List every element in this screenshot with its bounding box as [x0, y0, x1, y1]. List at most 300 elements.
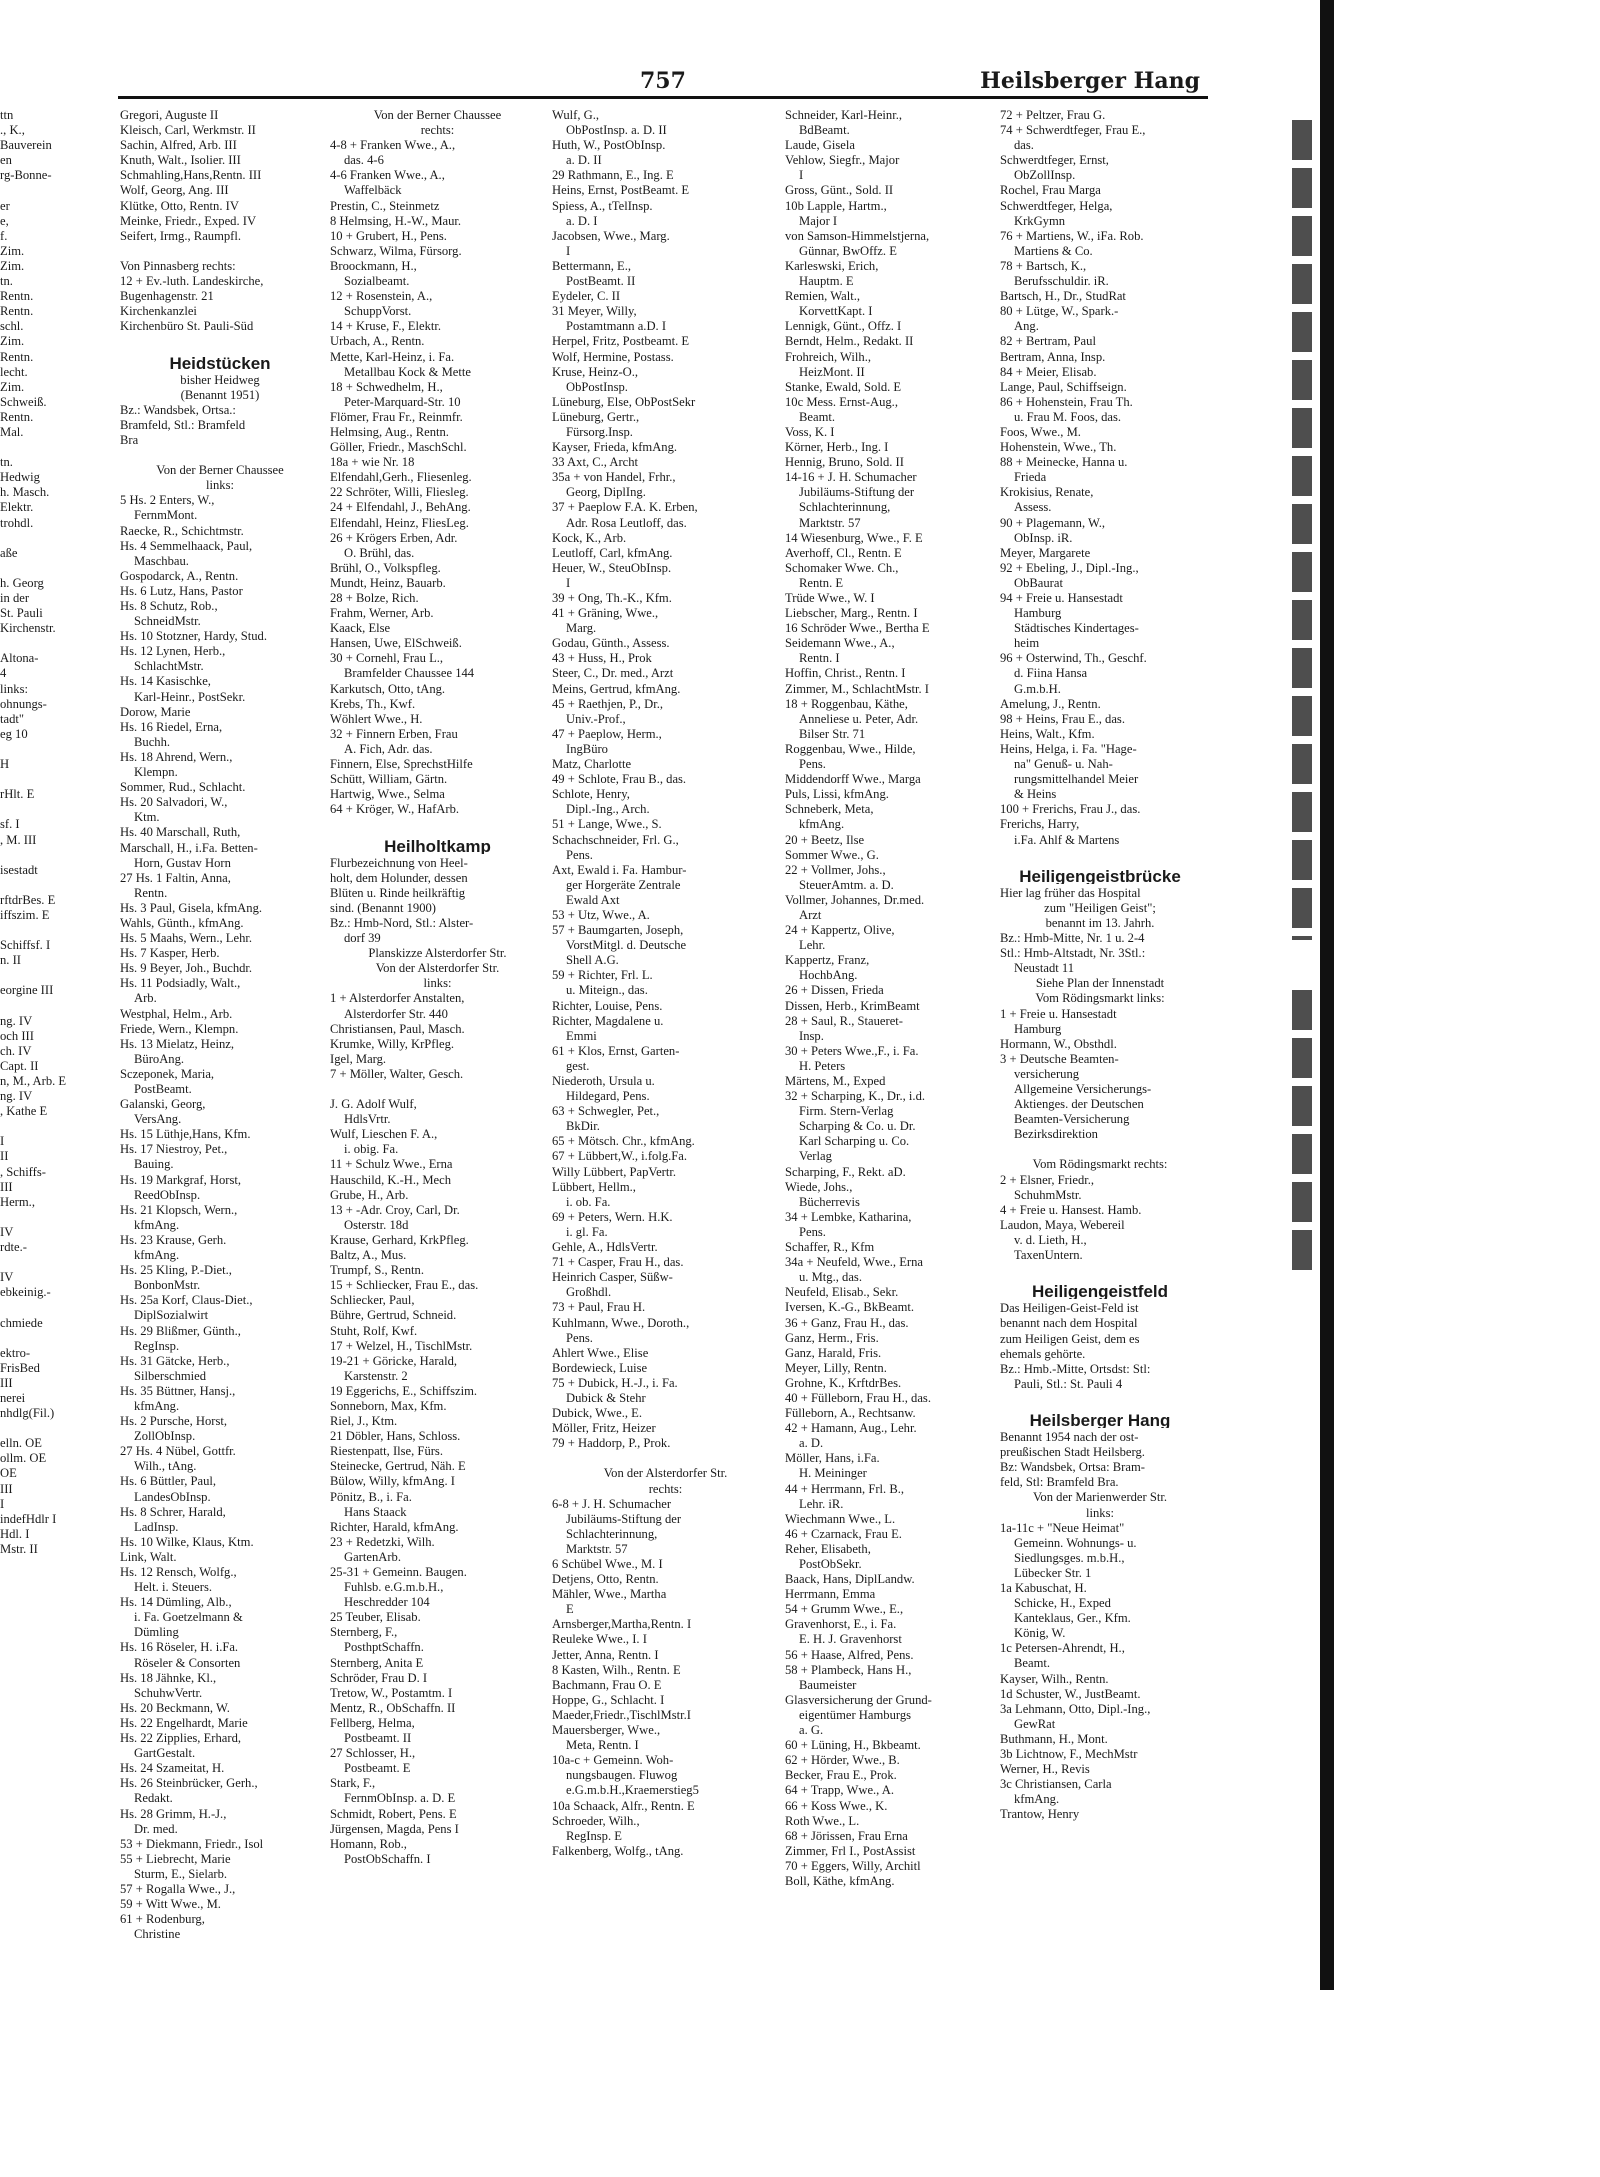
entry-line: Meyer, Margarete — [1000, 545, 1091, 560]
entry-line: Baumeister — [799, 1677, 857, 1692]
entry-line: Steinecke, Gertrud, Näh. E — [330, 1459, 466, 1474]
entry-line: KorvettKapt. I — [799, 304, 873, 319]
entry-line: Mauersberger, Wwe., — [552, 1723, 661, 1738]
entry-line: I — [566, 243, 571, 258]
entry-line: ZollObInsp. — [134, 1429, 196, 1444]
entry-line: Igel, Marg. — [330, 1051, 387, 1066]
entry-line: SchuppVorst. — [344, 304, 412, 319]
entry-line: Baltz, A., Mus. — [330, 1248, 407, 1263]
entry-line: Gehle, A., HdlsVertr. — [552, 1240, 658, 1255]
entry-line: ttn — [0, 108, 14, 122]
binding-edge-mark — [1292, 120, 1312, 940]
entry-line: Hs. 8 Schutz, Rob., — [120, 599, 218, 613]
entry-line: Hs. 24 Szameitat, H. — [120, 1761, 225, 1776]
entry-line: Wolf, Hermine, Postass. — [552, 349, 674, 364]
entry-line: Sommer Wwe., G. — [785, 847, 879, 862]
entry-line — [0, 999, 98, 1014]
entry-line: 72 + Peltzer, Frau G. — [1000, 108, 1106, 122]
entry-line — [1210, 1648, 1310, 1663]
entry-line: Hs. 2 Pursche, Horst, — [120, 1414, 228, 1429]
section-note: links: — [423, 976, 452, 991]
entry-line: Gravenhorst, E., i. Fa. — [785, 1617, 897, 1632]
section-note: Siehe Plan der Innenstadt — [1035, 976, 1165, 991]
entry-line: Tretow, W., Postamtm. I — [330, 1685, 453, 1700]
section-note: rechts: — [420, 123, 455, 138]
entry-line: Link, Walt. — [120, 1549, 177, 1564]
entry-line: Jubiläums-Stiftung der — [799, 485, 915, 500]
entry-line: Kuhlmann, Wwe., Doroth., — [552, 1315, 690, 1330]
entry-line: HochbAng. — [799, 968, 858, 983]
entry-line: Schneberk, Meta, — [785, 802, 874, 817]
entry-line — [0, 1300, 98, 1315]
entry-line: Maschbau. — [134, 553, 189, 568]
entry-line: Lübbert, Hellm., — [552, 1179, 636, 1194]
entry-line: Hs. 40 Marschall, Ruth, — [120, 825, 241, 840]
entry-line: 34a + Neufeld, Wwe., Erna — [785, 1255, 924, 1270]
entry-line: Kirchenkanzlei — [120, 304, 197, 319]
entry-line: PostObSchaffn. I — [344, 1851, 431, 1866]
entry-line: Niederoth, Ursula u. — [552, 1074, 655, 1088]
entry-line: 100 + Frerichs, Frau J., das. — [1000, 802, 1141, 817]
entry-line: Bordewieck, Luise — [552, 1360, 648, 1375]
page-edge — [1320, 0, 1334, 1990]
entry-line: ektro- — [0, 1345, 31, 1360]
binding-edge-mark — [1292, 990, 1312, 1270]
entry-line: 4-8 + Franken Wwe., A., — [330, 138, 456, 153]
entry-line: Ganz, Herm., Fris. — [785, 1330, 879, 1345]
entry-line: VorstMitgl. d. Deutsche — [566, 938, 687, 953]
entry-line: Städtisches Kindertages- — [1014, 621, 1139, 636]
entry-line: Bz.: Hmb-Nord, Stl.: Alster- — [330, 915, 474, 930]
entry-line: eorgine III — [0, 983, 54, 998]
entry-line: Hs. 22 Engelhardt, Marie — [120, 1715, 248, 1730]
entry-line: Axt, Ewald i. Fa. Hambur- — [552, 862, 687, 877]
entry-line: Rentn. — [0, 289, 34, 304]
entry-line: Ewald Axt — [566, 892, 620, 907]
entry-line: Fülleborn, A., Rechtsanw. — [785, 1406, 916, 1421]
entry-line: 19 Eggerichs, E., Schiffszim. — [330, 1383, 478, 1398]
entry-line: Meinke, Friedr., Exped. IV — [120, 213, 257, 228]
entry-line: Fürsorg.Insp. — [566, 424, 633, 439]
entry-line: Benannt 1954 nach der ost- — [1000, 1430, 1139, 1445]
entry-line: Grohne, K., KrftdrBes. — [785, 1375, 902, 1390]
entry-line: Lange, Paul, Schiffseign. — [1000, 379, 1127, 394]
entry-line: Flömer, Frau Fr., Reinmfr. — [330, 409, 463, 424]
entry-line: Bz: Wandsbek, Ortsa: Bram- — [1000, 1460, 1145, 1475]
entry-line — [1210, 1436, 1310, 1451]
entry-line: Roggenbau, Wwe., Hilde, — [785, 741, 916, 756]
entry-line: Sommer, Rud., Schlacht. — [120, 780, 246, 795]
entry-line: 69 + Peters, Wern. H.K. — [552, 1209, 673, 1224]
entry-line: 3a Lehmann, Otto, Dipl.-Ing., — [1000, 1701, 1151, 1716]
entry-line: Waffelbäck — [344, 183, 402, 198]
entry-line: Riel, J., Ktm. — [330, 1414, 398, 1429]
entry-line: Gross, Günt., Sold. II — [785, 183, 894, 198]
entry-line: Meta, Rentn. I — [566, 1738, 639, 1753]
entry-line: ObBaurat — [1014, 575, 1063, 590]
section-note: Vom Rödingsmarkt rechts: — [1032, 1157, 1168, 1172]
entry-line: Sczeponek, Maria, — [120, 1066, 215, 1081]
entry-line: Schachschneider, Frl. G., — [552, 832, 679, 847]
entry-line: en — [0, 153, 12, 168]
entry-line: Das Heiligen-Geist-Feld ist — [1000, 1301, 1139, 1316]
entry-line: Pönitz, B., i. Fa. — [330, 1489, 412, 1504]
entry-line: Hoppe, G., Schlacht. I — [552, 1692, 665, 1707]
page-number: 757 — [640, 68, 686, 94]
entry-line: E — [566, 1602, 574, 1617]
entry-line: Christine — [134, 1927, 181, 1942]
entry-line — [120, 244, 320, 259]
entry-line: Zim. — [0, 334, 25, 349]
entry-line — [1210, 2025, 1310, 2040]
entry-line: Helmsing, Aug., Rentn. — [330, 424, 449, 439]
entry-line: 66 + Koss Wwe., K. — [785, 1798, 888, 1813]
entry-line: Riestenpatt, Ilse, Fürs. — [330, 1444, 443, 1459]
entry-line: Osterstr. 18d — [344, 1217, 409, 1232]
entry-line: Karkutsch, Otto, tAng. — [330, 681, 446, 696]
entry-line: Sozialbeamt. — [344, 274, 410, 289]
entry-line: a. D. II — [566, 153, 602, 168]
entry-line: Göller, Friedr., MaschSchl. — [330, 440, 467, 455]
entry-line: 73 + Paul, Frau H. — [552, 1300, 646, 1315]
entry-line: Trantow, Henry — [1000, 1807, 1080, 1822]
entry-line: SchlachtMstr. — [134, 659, 204, 674]
entry-line — [1210, 1557, 1310, 1572]
entry-line: BkDir. — [566, 1119, 600, 1134]
entry-line: Märtens, M., Exped — [785, 1074, 886, 1088]
entry-line: Kleisch, Carl, Werkmstr. II — [120, 123, 256, 138]
entry-line: Zim. — [0, 243, 25, 258]
section-note: Von der Alsterdorfer Str. — [603, 1466, 728, 1481]
entry-line — [1210, 1482, 1310, 1497]
entry-line: Trüde Wwe., W. I — [785, 591, 875, 605]
entry-line — [0, 848, 98, 863]
entry-line: Elektr. — [0, 500, 34, 515]
entry-line: Hier lag früher das Hospital — [1000, 885, 1141, 900]
entry-line: 40 + Fülleborn, Frau H., das. — [785, 1390, 931, 1405]
entry-line — [1210, 1376, 1310, 1391]
entry-line: Kayser, Frieda, kfmAng. — [552, 440, 678, 455]
entry-line: 6-8 + J. H. Schumacher — [552, 1496, 672, 1511]
entry-line: 65 + Mötsch. Chr., kfmAng. — [552, 1134, 695, 1149]
entry-line: 59 + Witt Wwe., M. — [120, 1897, 221, 1912]
entry-line: III — [0, 1375, 13, 1390]
entry-line: Schwerdtfeger, Helga, — [1000, 198, 1113, 213]
entry-line: LadInsp. — [134, 1519, 179, 1534]
entry-line: Buchh. — [134, 734, 171, 749]
entry-line: Hansen, Uwe, ElSchweiß. — [330, 636, 462, 651]
entry-line: Redakt. — [134, 1791, 173, 1806]
entry-line: Arzt — [799, 907, 822, 922]
section-note: rechts: — [648, 1481, 683, 1496]
entry-line: 63 + Schwegler, Pet., — [552, 1104, 660, 1119]
entry-line: 32 + Scharping, K., Dr., i.d. — [785, 1089, 926, 1104]
entry-line: Zim. — [0, 258, 25, 273]
entry-line: Möller, Fritz, Heizer — [552, 1421, 656, 1436]
entry-line — [1210, 1995, 1310, 2010]
street-heading: Heiligengeistbrücke — [1019, 868, 1181, 884]
entry-line: Heins, Helga, i. Fa. "Hage- — [1000, 741, 1137, 756]
entry-line: n, M., Arb. E — [0, 1074, 67, 1088]
entry-line: BonbonMstr. — [134, 1278, 201, 1293]
entry-line — [1210, 1406, 1310, 1421]
section-note: Von der Berner Chaussee — [156, 463, 284, 478]
entry-line — [1210, 1934, 1310, 1949]
entry-line: Bramfelder Chaussee 144 — [344, 666, 475, 681]
entry-line: 61 + Rodenburg, — [120, 1912, 205, 1927]
entry-line: Middendorff Wwe., Marga — [785, 772, 921, 787]
entry-line: na" Genuß- u. Nah- — [1014, 757, 1113, 772]
entry-line: SchneidMstr. — [134, 614, 201, 629]
entry-line: Friede, Wern., Klempn. — [120, 1021, 239, 1036]
entry-line: Fuhlsb. e.G.m.b.H., — [344, 1580, 444, 1595]
entry-line: rungsmittelhandel Meier — [1014, 772, 1139, 787]
entry-line: Beamt. — [1014, 1656, 1051, 1671]
entry-line: zum Heiligen Geist, dem es — [1000, 1331, 1140, 1346]
entry-line: Hs. 10 Stotzner, Hardy, Stud. — [120, 629, 267, 644]
entry-line: König, W. — [1014, 1626, 1066, 1641]
entry-line: Schütt, William, Gärtn. — [330, 772, 448, 787]
entry-line: Hdl. I — [0, 1526, 30, 1541]
entry-line: Gospodarck, A., Rentn. — [120, 568, 239, 583]
entry-line — [1210, 1829, 1310, 1844]
entry-line: Karl Scharping u. Co. — [799, 1134, 910, 1149]
entry-line: kfmAng. — [134, 1398, 180, 1413]
entry-line — [1210, 1285, 1310, 1300]
entry-line: Hs. 31 Gätcke, Herb., — [120, 1353, 230, 1368]
entry-line: d. Fiina Hansa — [1014, 666, 1088, 681]
entry-line: Hs. 15 Lüthje,Hans, Kfm. — [120, 1127, 251, 1142]
entry-line — [1210, 1980, 1310, 1995]
entry-line: 45 + Raethjen, P., Dr., — [552, 696, 663, 711]
entry-line: 22 Schröter, Willi, Fliesleg. — [330, 485, 469, 500]
entry-line: ehemals gehörte. — [1000, 1346, 1086, 1361]
entry-line: BdBeamt. — [799, 123, 850, 138]
section-note: benannt im 13. Jahrh. — [1045, 915, 1155, 930]
entry-line: Hs. 4 Semmelhaack, Paul, — [120, 538, 253, 553]
entry-line: Reuleke Wwe., I. I — [552, 1632, 647, 1647]
entry-line: Hs. 6 Lutz, Hans, Pastor — [120, 583, 243, 598]
entry-line: IngBüro — [566, 741, 608, 756]
entry-line: Schiffsf. I — [0, 938, 51, 953]
entry-line: 61 + Klos, Ernst, Garten- — [552, 1043, 680, 1058]
entry-line: rg-Bonne- — [0, 168, 52, 183]
entry-line: Wiechmann Wwe., L. — [785, 1511, 896, 1526]
entry-line: kfmAng. — [134, 1248, 180, 1263]
entry-line: ObPostInsp. a. D. II — [566, 123, 667, 138]
entry-line: Rentn. — [134, 885, 168, 900]
entry-line: PosthptSchaffn. — [344, 1640, 424, 1655]
entry-line: 53 + Diekmann, Friedr., Isol — [120, 1836, 264, 1851]
entry-line: 4 — [0, 666, 7, 681]
entry-line: Urbach, A., Rentn. — [330, 334, 425, 349]
entry-line: 18 + Schwedhelm, H., — [330, 379, 443, 394]
entry-line: Eydeler, C. II — [552, 289, 621, 304]
column-left-margin — [0, 108, 98, 1988]
entry-line: Marschall, H., i.Fa. Betten- — [120, 840, 258, 855]
entry-line: 79 + Haddorp, P., Prok. — [552, 1436, 671, 1451]
entry-line: Trumpf, S., Rentn. — [330, 1263, 425, 1278]
entry-line: 55 + Liebrecht, Marie — [120, 1851, 231, 1866]
street-heading: Heilsberger Hang — [1029, 1412, 1171, 1429]
entry-line: Hauptm. E — [799, 274, 854, 289]
entry-line: v. d. Lieth, H., — [1014, 1232, 1087, 1247]
entry-line: Meyer, Lilly, Rentn. — [785, 1360, 887, 1375]
entry-line: Richter, Harald, kfmAng. — [330, 1519, 459, 1534]
entry-line: i. Fa. Goetzelmann & — [134, 1610, 243, 1625]
section-note: (Benannt 1951) — [180, 387, 260, 402]
entry-line: Kayser, Wilh., Rentn. — [1000, 1671, 1109, 1686]
entry-line: Bertram, Anna, Insp. — [1000, 349, 1106, 364]
entry-line: Schröder, Frau D. I — [330, 1670, 428, 1685]
entry-line: Richter, Louise, Pens. — [552, 998, 663, 1013]
entry-line: , M. III — [0, 832, 37, 847]
entry-line: Krause, Gerhard, KrkPfleg. — [330, 1232, 469, 1247]
entry-line — [1210, 968, 1310, 983]
entry-line: 92 + Ebeling, J., Dipl.-Ing., — [1000, 560, 1139, 575]
entry-line — [1210, 1904, 1310, 1919]
entry-line — [1210, 1512, 1310, 1527]
entry-line: 86 + Hohenstein, Frau Th. — [1000, 394, 1133, 409]
entry-line: sind. (Benannt 1900) — [330, 900, 436, 915]
entry-line: 14-16 + J. H. Schumacher — [785, 470, 917, 485]
entry-line: Rentn. — [0, 409, 34, 424]
entry-line: Peter-Marquard-Str. 10 — [344, 394, 461, 409]
entry-line: Bücherrevis — [799, 1194, 860, 1209]
entry-line: Hs. 12 Lynen, Herb., — [120, 644, 226, 659]
entry-line: 31 Meyer, Willy, — [552, 304, 637, 319]
entry-line: 32 + Finnern Erben, Frau — [330, 726, 458, 741]
entry-line: 59 + Richter, Frl. L. — [552, 968, 653, 983]
entry-line — [1210, 1632, 1310, 1647]
entry-line: Großhdl. — [566, 1285, 612, 1300]
entry-line: Hennig, Bruno, Sold. II — [785, 455, 904, 470]
entry-line — [1000, 848, 1200, 863]
entry-line: Dipl.-Ing., Arch. — [566, 802, 650, 817]
entry-line — [1210, 1678, 1310, 1693]
entry-line: Bachmann, Frau O. E — [552, 1677, 662, 1692]
entry-line: Hs. 14 Kasischke, — [120, 674, 211, 689]
entry-line: f. — [0, 228, 8, 243]
entry-line: Mal. — [0, 424, 24, 439]
entry-line: St. Pauli — [0, 606, 43, 621]
entry-line: 82 + Bertram, Paul — [1000, 334, 1096, 349]
entry-line: i. ob. Fa. — [566, 1194, 611, 1209]
entry-line: Brühl, O., Volkspfleg. — [330, 560, 441, 575]
entry-line: TaxenUntern. — [1014, 1248, 1083, 1263]
entry-line: Pens. — [566, 1330, 593, 1345]
entry-line: HdlsVrtr. — [344, 1112, 391, 1127]
entry-line: 10a-c + Gemeinn. Woh- — [552, 1753, 674, 1768]
entry-line: Assess. — [1014, 500, 1052, 515]
entry-line: i. gl. Fa. — [566, 1224, 608, 1239]
entry-line: 14 + Kruse, F., Elektr. — [330, 319, 442, 334]
entry-line: Hohenstein, Wwe., Th. — [1000, 440, 1117, 455]
entry-line: Wilh., tAng. — [134, 1459, 197, 1474]
entry-line: links: — [0, 681, 28, 696]
entry-line: Wulf, Lieschen F. A., — [330, 1127, 438, 1142]
entry-line: Heschredder 104 — [344, 1595, 430, 1610]
entry-line: sf. I — [0, 817, 20, 832]
entry-line: Averhoff, Cl., Rentn. E — [785, 545, 902, 560]
entry-line: ch. IV — [0, 1043, 32, 1058]
entry-line: Hamburg — [1014, 1021, 1062, 1036]
entry-line: 58 + Plambeck, Hans H., — [785, 1662, 912, 1677]
entry-line: 70 + Eggers, Willy, Architl — [785, 1858, 921, 1873]
entry-line: isestadt — [0, 862, 38, 877]
entry-line: Laude, Gisela — [785, 138, 855, 153]
street-heading: Heilholtkamp — [384, 838, 491, 854]
entry-line: lecht. — [0, 364, 28, 379]
entry-line: Dümling — [134, 1625, 179, 1640]
entry-line: Grube, H., Arb. — [330, 1187, 409, 1202]
entry-line: Hs. 14 Dümling, Alb., — [120, 1595, 232, 1610]
entry-line: Gemeinn. Wohnungs- u. — [1014, 1535, 1137, 1550]
entry-line: 76 + Martiens, W., iFa. Rob. — [1000, 228, 1144, 243]
entry-line — [1210, 1919, 1310, 1934]
entry-line — [0, 183, 98, 198]
entry-line: Hs. 17 Niestroy, Pet., — [120, 1142, 228, 1157]
entry-line: benannt nach dem Hospital — [1000, 1316, 1138, 1331]
entry-line: Dubick, Wwe., E. — [552, 1406, 643, 1421]
entry-line: Schmahling,Hans,Rentn. III — [120, 168, 262, 183]
entry-line: Bugenhagenstr. 21 — [120, 289, 214, 304]
entry-line: i.Fa. Ahlf & Martens — [1014, 832, 1120, 847]
entry-line: Postbeamt. II — [344, 1731, 412, 1746]
entry-line — [1210, 2040, 1310, 2055]
entry-line: 22 + Vollmer, Johs., — [785, 862, 886, 877]
entry-line: FrisBed — [0, 1360, 40, 1375]
entry-line: Stuht, Rolf, Kwf. — [330, 1323, 418, 1338]
entry-line: Iversen, K.-G., BkBeamt. — [785, 1300, 915, 1315]
entry-line: 3 + Deutsche Beamten- — [1000, 1051, 1119, 1066]
column-5 — [1000, 108, 1200, 1823]
entry-line: Heinrich Casper, Süßw- — [552, 1270, 673, 1285]
entry-line — [1210, 1889, 1310, 1904]
entry-line: 18a + wie Nr. 18 — [330, 455, 415, 470]
entry-line: Hs. 25a Korf, Claus-Diet., — [120, 1293, 253, 1308]
entry-line: nungsbaugen. Fluwog — [566, 1768, 678, 1783]
entry-line: 12 + Rosenstein, A., — [330, 289, 433, 304]
entry-line: Hedwig — [0, 470, 40, 485]
entry-line: Elfendahl,Gerh., Fliesenleg. — [330, 470, 472, 485]
entry-line: Mundt, Heinz, Bauarb. — [330, 575, 446, 590]
entry-line: I — [799, 168, 804, 183]
entry-line — [1210, 1844, 1310, 1859]
entry-line: nerei — [0, 1390, 26, 1405]
entry-line: 68 + Jörissen, Frau Erna — [785, 1828, 908, 1843]
entry-line — [1210, 1663, 1310, 1678]
entry-line: E. H. J. Gravenhorst — [799, 1632, 902, 1647]
entry-line: Hs. 18 Ahrend, Wern., — [120, 749, 233, 764]
entry-line: Scharping & Co. u. Dr. — [799, 1119, 916, 1134]
entry-line: Univ.-Prof., — [566, 711, 626, 726]
entry-line: Bz.: Hmb-Mitte, Nr. 1 u. 2-4 — [1000, 931, 1145, 946]
entry-line: h. Masch. — [0, 485, 50, 500]
entry-line: 15 + Schliecker, Frau E., das. — [330, 1278, 479, 1293]
entry-line: 8 Helmsing, H.-W., Maur. — [330, 213, 462, 228]
entry-line: Bz.: Hmb.-Mitte, Ortsdst: Stl: — [1000, 1361, 1151, 1376]
entry-line — [0, 561, 98, 576]
entry-line: Herm., — [0, 1194, 35, 1209]
entry-line: ollm. OE — [0, 1451, 47, 1466]
entry-line — [0, 440, 98, 455]
entry-line: Klempn. — [134, 765, 178, 780]
entry-line: Kock, K., Arb. — [552, 530, 627, 545]
entry-line: 49 + Schlote, Frau B., das. — [552, 772, 687, 787]
entry-line: feld, Stl: Bramfeld Bra. — [1000, 1475, 1119, 1490]
entry-line: Karl-Heinr., PostSekr. — [134, 689, 246, 704]
